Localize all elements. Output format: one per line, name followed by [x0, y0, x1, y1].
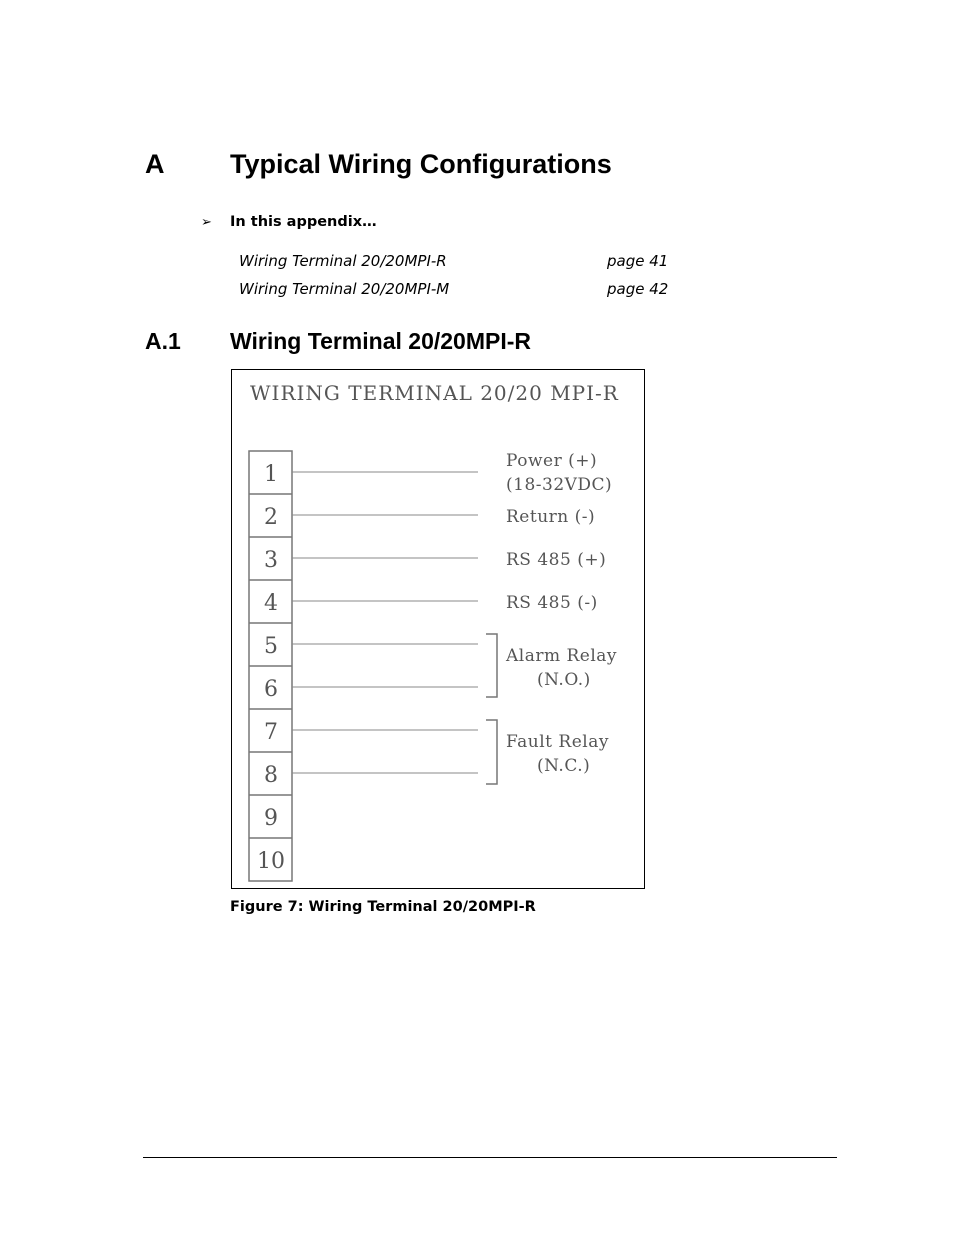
appendix-letter: A — [145, 149, 165, 179]
page-title: Typical Wiring Configurations — [230, 149, 612, 179]
intro-text: In this appendix… — [230, 214, 377, 230]
terminal-number: 9 — [264, 806, 278, 831]
label-fault-relay: Fault Relay — [506, 732, 609, 752]
wire-lines — [292, 472, 478, 773]
label-alarm-relay: Alarm Relay — [506, 646, 618, 666]
section-title: Wiring Terminal 20/20MPI-R — [230, 328, 531, 354]
toc-item-label[interactable]: Wiring Terminal 20/20MPI-R — [239, 252, 447, 270]
terminal-number: 6 — [264, 677, 278, 702]
alarm-relay-bracket — [486, 634, 497, 697]
diagram-title: WIRING TERMINAL 20/20 MPI-R — [250, 381, 619, 405]
toc-item-page[interactable]: page 41 — [607, 252, 669, 270]
terminal-number: 5 — [264, 634, 278, 659]
terminal-number: 2 — [264, 505, 278, 530]
terminal-number: 7 — [264, 720, 278, 745]
label-rs485-plus: RS 485 (+) — [506, 550, 607, 570]
terminal-number: 10 — [257, 849, 285, 874]
label-fault-type: (N.C.) — [537, 756, 591, 776]
footer-divider — [143, 1157, 837, 1158]
label-rs485-minus: RS 485 (-) — [506, 593, 598, 613]
wiring-diagram — [231, 369, 645, 889]
label-return: Return (-) — [506, 507, 596, 527]
fault-relay-bracket — [486, 720, 497, 784]
label-power-range: (18-32VDC) — [506, 475, 613, 495]
label-power: Power (+) — [506, 451, 598, 471]
terminal-number: 3 — [264, 548, 278, 573]
terminal-number: 1 — [264, 462, 278, 487]
toc-item-page[interactable]: page 42 — [607, 280, 669, 298]
label-alarm-type: (N.O.) — [537, 670, 591, 690]
terminal-number: 4 — [264, 591, 278, 616]
figure-caption: Figure 7: Wiring Terminal 20/20MPI-R — [230, 899, 536, 915]
bullet-arrow-icon: ➢ — [201, 215, 212, 230]
section-number: A.1 — [145, 328, 181, 354]
terminal-number: 8 — [264, 763, 278, 788]
toc-item-label[interactable]: Wiring Terminal 20/20MPI-M — [239, 280, 450, 298]
wiring-diagram-svg — [232, 370, 644, 888]
